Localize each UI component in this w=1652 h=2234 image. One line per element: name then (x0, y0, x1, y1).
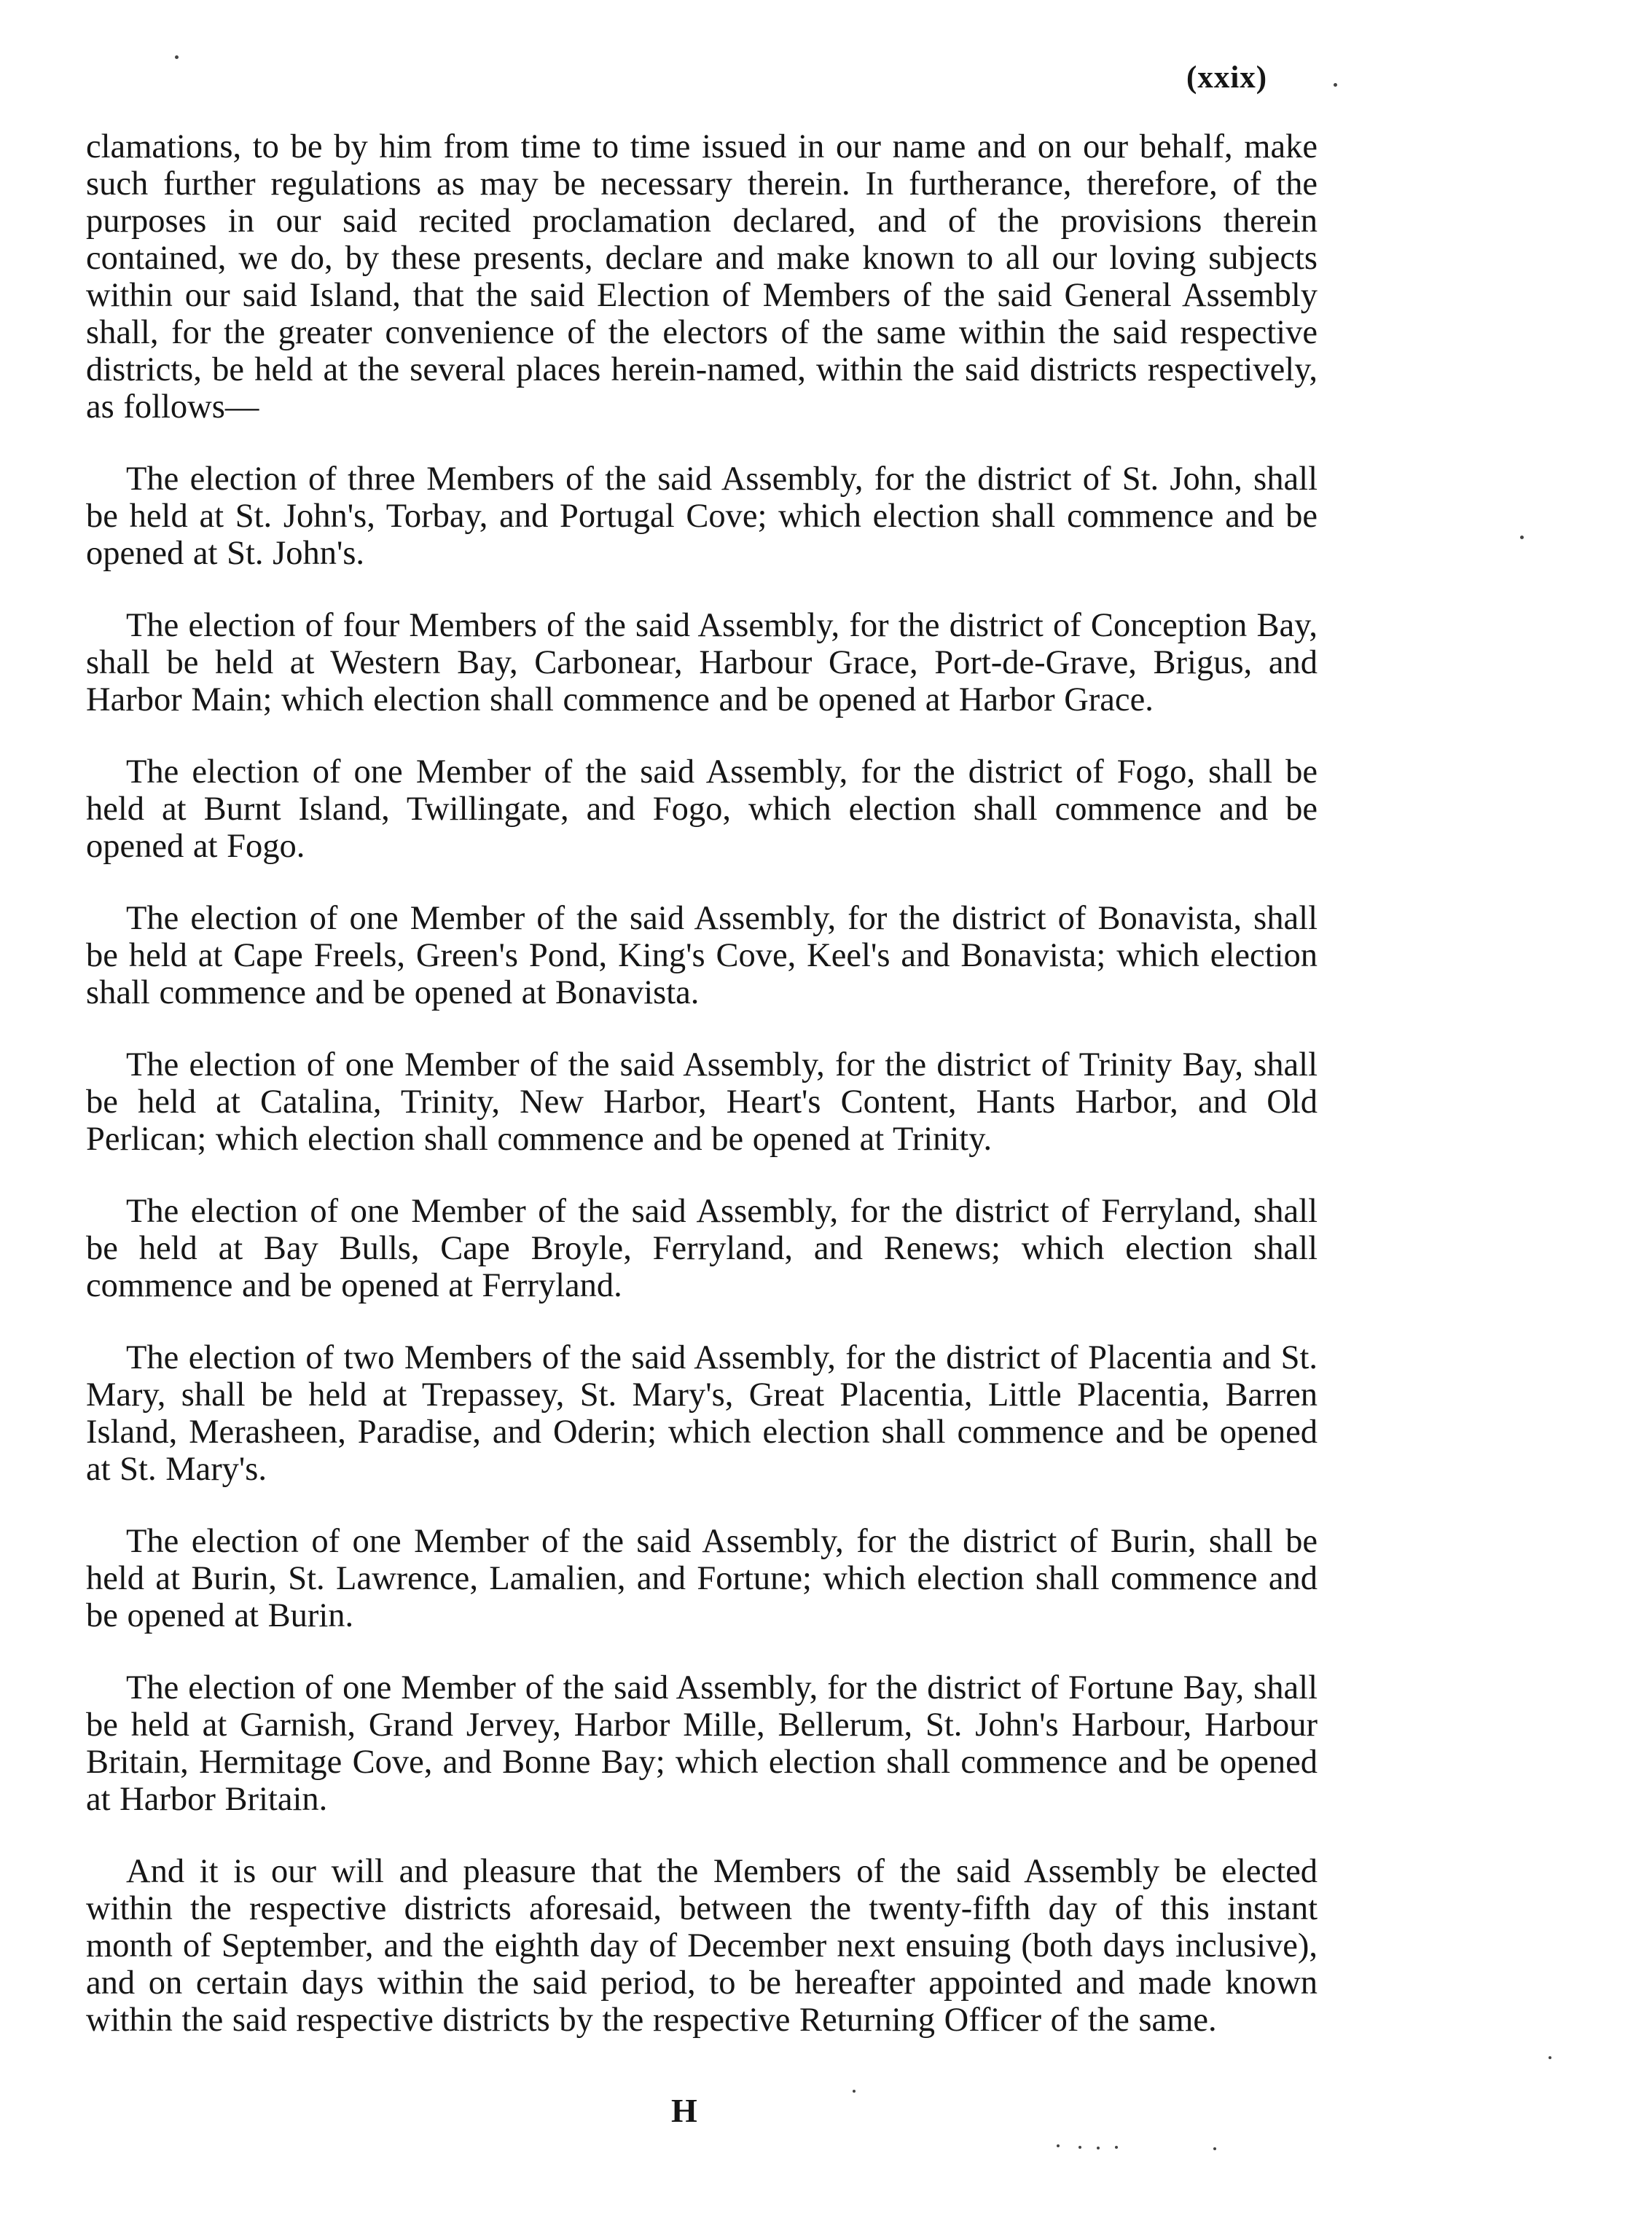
scan-speck (1115, 2146, 1118, 2149)
scan-speck (1079, 2146, 1081, 2149)
paragraph-fortune-bay: The election of one Member of the said Assembly, for the district of Fortune Bay, shall be held at Garnish, Grand Jervey, Harbor Mille, Bellerum, St. John's Harbour, Harbour Britain, Hermitage Cove, and Bonne Bay; which election shall commence and be opened at Harbor Britain. (86, 1669, 1318, 1818)
scan-speck (175, 55, 179, 59)
scan-speck (1097, 2147, 1100, 2149)
scan-speck (1057, 2144, 1060, 2147)
paragraph-placentia: The election of two Members of the said Assembly, for the district of Placentia and St. Mary, shall be held at Trepassey, St. Mary's, Great Placentia, Little Placentia, Barren Island, Merasheen, Paradise, and Oderin; which election shall commence and be opened at St. Mary's. (86, 1339, 1318, 1488)
paragraph-burin: The election of one Member of the said Assembly, for the district of Burin, shall be held at Burin, St. Lawrence, Lamalien, and Fortune; which election shall commence and be opened at Burin. (86, 1523, 1318, 1634)
paragraph-conception-bay: The election of four Members of the said Assembly, for the district of Conception Bay, shall be held at Western Bay, Carbonear, Harbour Grace, Port-de-Grave, Brigus, and Harbor Main; which election shall commence and be opened at Harbor Grace. (86, 607, 1318, 718)
scan-speck (853, 2090, 856, 2093)
scan-speck (1549, 2056, 1551, 2059)
paragraph-opening: clamations, to be by him from time to time issued in our name and on our behalf, make such further regulations as may be necessary therein. In furtherance, therefore, of the purposes in our said recited proclamation declared, and of the provisions therein contained, we do, by these presents, declare and make known to all our loving subjects within our said Island, that the said Election of Members of the said General Assembly shall, for the greater convenience of the electors of the same within the said respective districts, be held at the several places herein-named, within the said districts respectively, as follows— (86, 128, 1318, 426)
scan-speck (1520, 536, 1524, 539)
paragraph-closing: And it is our will and pleasure that the Members of the said Assembly be elected within the respective districts aforesaid, between the twenty-fifth day of this instant month of September, and the eighth day of December next ensuing (both days inclusive), and on certain days within the said period, to be hereafter appointed and made known within the said respective districts by the respective Returning Officer of the same. (86, 1853, 1318, 2039)
scan-speck (1334, 83, 1337, 87)
paragraph-bonavista: The election of one Member of the said Assembly, for the district of Bonavista, shall be held at Cape Freels, Green's Pond, King's Cove, Keel's and Bonavista; which election shall commence and be opened at Bonavista. (86, 900, 1318, 1011)
paragraph-trinity-bay: The election of one Member of the said Assembly, for the district of Trinity Bay, shall be held at Catalina, Trinity, New Harbor, Heart's Content, Hants Harbor, and Old Perlican; which election shall commence and be opened at Trinity. (86, 1046, 1318, 1158)
scan-speck (1213, 2147, 1216, 2150)
paragraph-fogo: The election of one Member of the said Assembly, for the district of Fogo, shall be held at Burnt Island, Twillingate, and Fogo, which election shall commence and be opened at Fogo. (86, 753, 1318, 865)
page-number: (xxix) (1186, 60, 1268, 95)
proclamation-body (86, 128, 1318, 2074)
paragraph-ferryland: The election of one Member of the said Assembly, for the district of Ferryland, shall be held at Bay Bulls, Cape Broyle, Ferryland, and Renews; which election shall commence and be opened at Ferryland. (86, 1193, 1318, 1304)
signature-mark: H (671, 2092, 697, 2129)
paragraph-st-john: The election of three Members of the said Assembly, for the district of St. John, shall be held at St. John's, Torbay, and Portugal Cove; which election shall commence and be opened at St. John's. (86, 460, 1318, 572)
